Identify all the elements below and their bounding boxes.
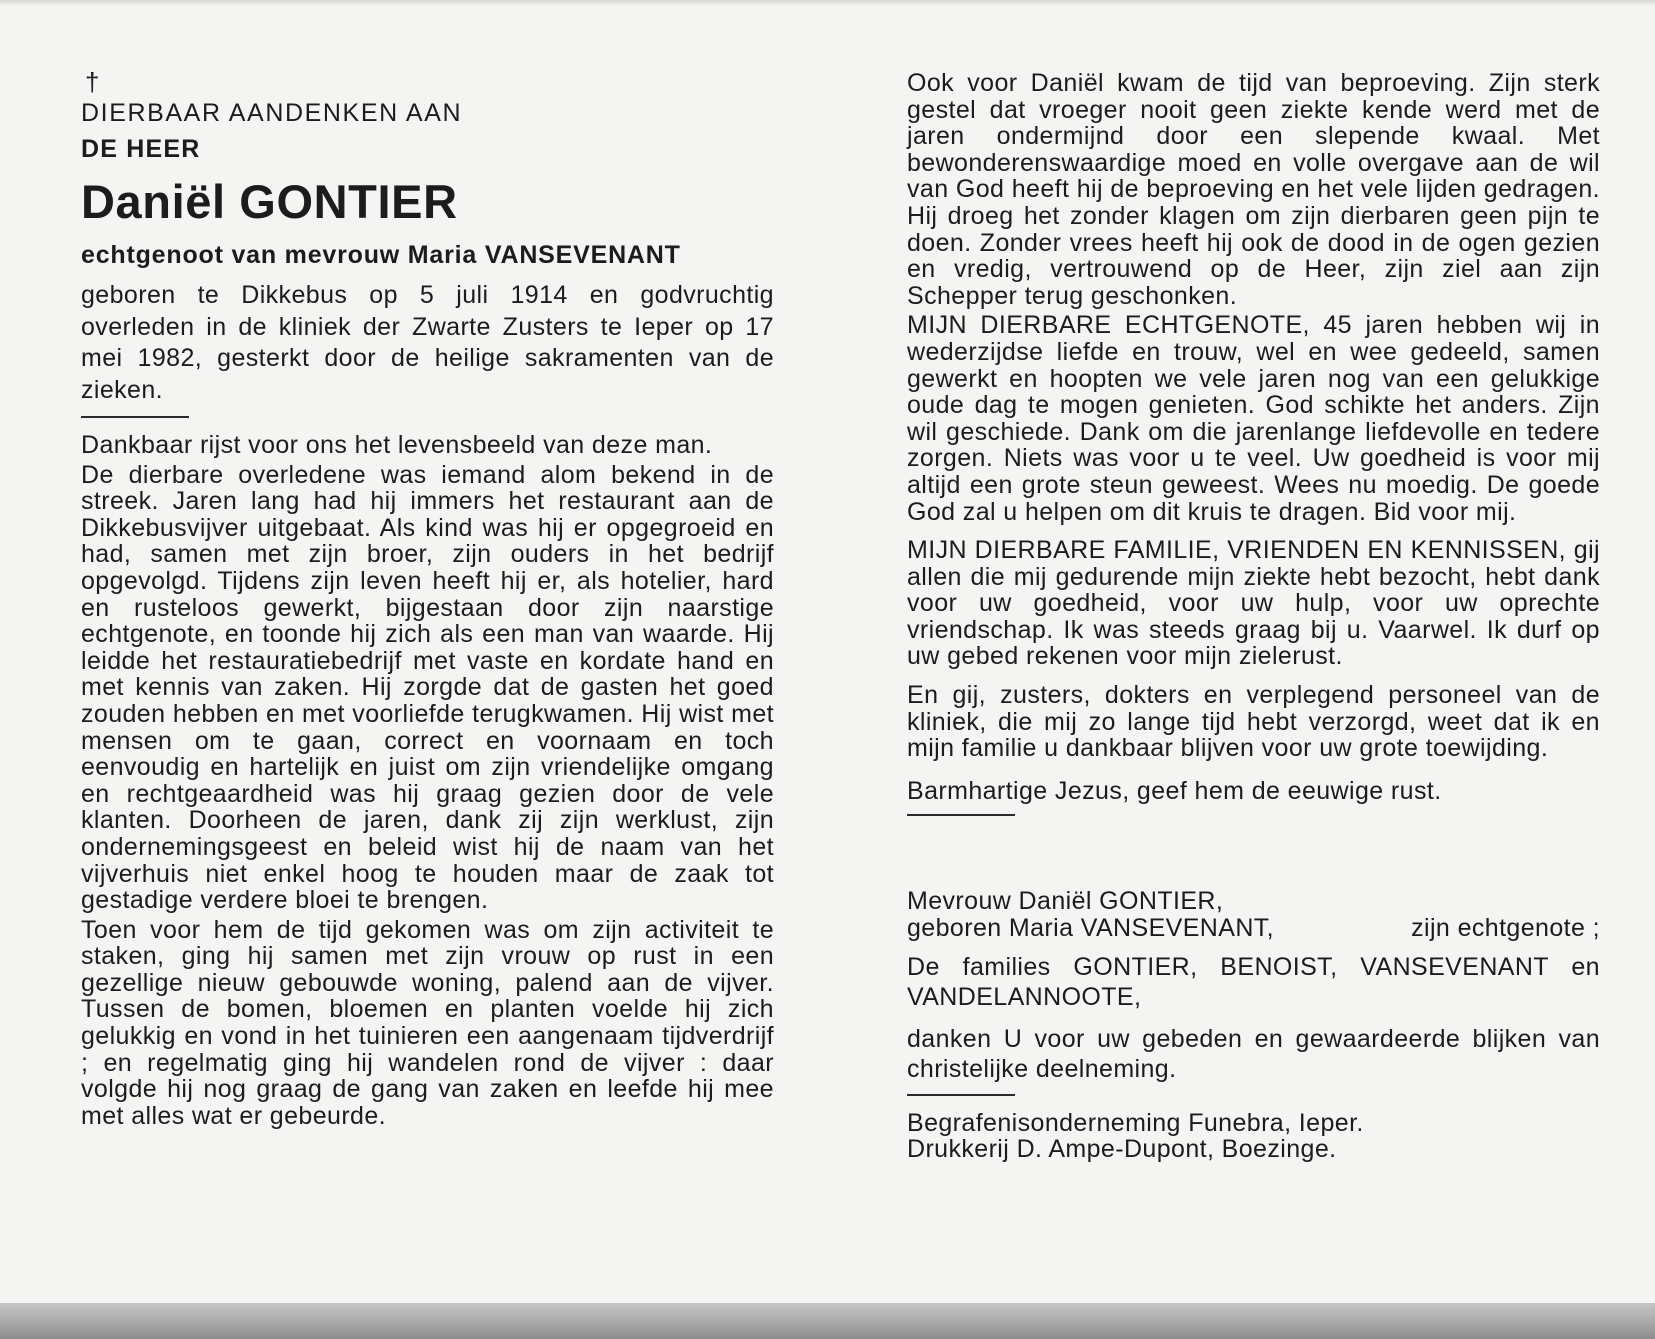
thanks-line: danken U voor uw gebeden en gewaardeerde blijken van christelijke deelneming. xyxy=(907,1024,1600,1083)
scan-background-strip xyxy=(0,1303,1655,1339)
widow-details xyxy=(907,915,1600,942)
paragraph: MIJN DIERBARE ECHTGENOTE, 45 jaren hebben wij in wederzijdse liefde en trouw, wel en wee gedeeld, samen gewerkt en hoopten we vele jaren nog van een gelukkige oude dag te mogen genieten. God schikte het anders. Zijn wil geschiede. Dank om die jarenlange liefdevolle en tedere zorgen. Niets was voor u te veel. Uw goedheid is voor mij altijd een grote steun geweest. Wees nu moedig. De goede God zal u helpen om dit kruis te dragen. Bid voor mij. xyxy=(907,311,1600,526)
paragraph: De dierbare overledene was iemand alom bekend in de streek. Jaren lang had hij immers het restaurant aan de Dikkebusvijver uitgebaat. Als kind was hij er opgegroeid en had, samen met zijn broer, zijn ouders in het bedrijf opgevolgd. Tijdens zijn leven heeft hij er, als hotelier, hard en rusteloos gewerkt, bijgestaan door zijn naarstige echtgenote, en toonde hij zich als een man van waarde. Hij leidde het restauratiebedrijf met vaste en kordate hand en met kennis van zaken. Hij zorgde dat de gasten het goed zouden hebben en met voorliefde terugkwamen. Hij wist met mensen om te gaan, correct en voornaam en toch eenvoudig en hartelijk en juist om zijn vriendelijke omgang en rechtgeaardheid was hij graag gezien door de vele klanten. Doorheen de jaren, dank zij zijn werklust, zijn ondernemingsgeest en beleid wist hij de naam van het vijverhuis niet enkel hoog te houden maar de zaak tot gestadige verdere bloei te brengen. xyxy=(81,460,774,915)
funeral-home-credit: Begrafenisonderneming Funebra, Ieper. xyxy=(907,1108,1364,1137)
paragraph: En gij, zusters, dokters en verplegend personeel van de kliniek, die mij zo lange tijd hebt verzorgd, weet dat ik en mijn familie u dankbaar blijven voor uw grote toewijding. xyxy=(907,681,1600,763)
widow-relation: zijn echtgenote ; xyxy=(1411,914,1600,943)
printer-credit: Drukkerij D. Ampe-Dupont, Boezinge. xyxy=(907,1135,1337,1164)
top-edge xyxy=(0,0,1655,6)
widow-maiden-name: geboren Maria VANSEVENANT, xyxy=(907,914,1275,943)
cross-symbol: † xyxy=(85,67,100,97)
paragraph: Ook voor Daniël kwam de tijd van beproeving. Zijn sterk gestel dat vroeger nooit geen ziekte kende werd met de jaren ondermijnd door een slepende kwaal. Met bewonderenswaardige moed en volle overgave aan de wil van God heeft hij de beproeving en het vele lijden gedragen. Hij droeg het zonder klagen om zijn dierbaren geen pijn te doen. Zonder vrees heeft hij ook de dood in de ogen gezien en vredig, vertrouwend op de Heer, zijn ziel aan zijn Schepper terug geschonken. xyxy=(907,69,1600,310)
closing-prayer: Barmhartige Jezus, geef hem de eeuwige rust. xyxy=(907,776,1442,805)
paragraph: Dankbaar rijst voor ons het levensbeeld van deze man. xyxy=(81,431,713,459)
left-column xyxy=(81,67,774,1130)
deceased-name: Daniël GONTIER xyxy=(81,175,458,228)
paragraph: Toen voor hem de tijd gekomen was om zijn activiteit te staken, ging hij samen met zijn vrouw op rust in een gezellige nieuw gebouwde woning, palend aan de vijver. Tussen de bomen, bloemen en planten voelde hij zich gelukkig en vond in het tuinieren een aangenaam tijdverdrijf ; en regelmatig ging hij wandelen rond de vijver : daar volgde hij nog graag de gang van zaken en leefde hij mee met alles wat er gebeurde. xyxy=(81,915,774,1130)
memorial-heading: DIERBAAR AANDENKEN AAN xyxy=(81,99,463,127)
paragraph: MIJN DIERBARE FAMILIE, VRIENDEN EN KENNISSEN, gij allen die mij gedurende mijn ziekte hebt bezocht, hebt dank voor uw goedheid, voor uw hulp, voor uw oprechte vriendschap. Ik was steeds graag bij u. Vaarwel. Ik durf op uw gebed rekenen voor mijn zielerust. xyxy=(907,536,1600,671)
title-label: DE HEER xyxy=(81,135,201,163)
right-column xyxy=(907,70,1600,1163)
divider-rule xyxy=(907,1094,1015,1096)
divider-rule xyxy=(81,416,189,418)
birth-death-info: geboren te Dikkebus op 5 juli 1914 en godvruchtig overleden in de kliniek der Zwarte Zusters te Ieper op 17 mei 1982, gesterkt door de heilige sakramenten van de zieken. xyxy=(81,281,774,404)
spouse-line: echtgenoot van mevrouw Maria VANSEVENANT xyxy=(81,241,681,269)
divider-rule xyxy=(907,814,1015,816)
widow-name: Mevrouw Daniël GONTIER, xyxy=(907,887,1224,916)
families-line: De families GONTIER, BENOIST, VANSEVENANT en VANDELANNOOTE, xyxy=(907,952,1600,1011)
